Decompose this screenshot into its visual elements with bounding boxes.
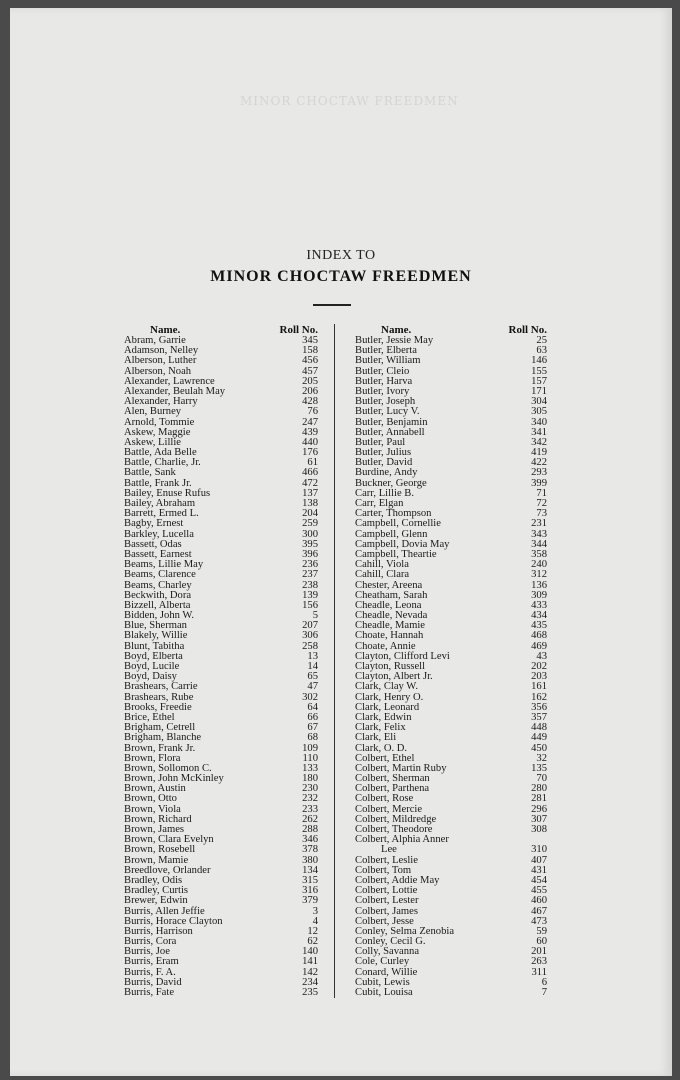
entry-name: Colbert, Tom (355, 864, 412, 876)
entry-name: Carr, Lillie B. (355, 487, 415, 499)
entry-roll-no: 7 (541, 987, 547, 998)
entry-name: Beams, Clarence (124, 569, 196, 581)
entry-roll-no: 345 (302, 335, 318, 346)
entry-roll-no: 448 (531, 722, 547, 734)
entry-roll-no: 457 (302, 365, 318, 377)
entry-roll-no: 357 (531, 711, 547, 723)
entry-roll-no: 346 (302, 834, 318, 846)
entry-roll-no: 65 (307, 671, 318, 683)
entry-name: Burdine, Andy (355, 467, 418, 479)
entry-roll-no: 155 (531, 365, 547, 377)
entry-roll-no: 109 (302, 742, 318, 754)
entry-name: Clark, Edwin (355, 711, 412, 723)
entry-name: Campbell, Dovia May (355, 538, 450, 550)
entry-roll-no: 304 (531, 396, 547, 408)
entry-name: Colbert, Addie May (355, 874, 440, 886)
entry-roll-no: 3 (312, 905, 318, 917)
index-entry (124, 988, 318, 998)
entry-name: Brashears, Carrie (124, 681, 198, 693)
entry-roll-no: 280 (531, 783, 547, 795)
entry-name: Clark, Eli (355, 732, 397, 744)
entry-name: Bassett, Odas (124, 538, 182, 550)
entry-name: Colbert, Theodore (355, 824, 433, 835)
title-index-to: INDEX TO (306, 248, 376, 263)
entry-name: Bidden, John W. (124, 610, 195, 622)
entry-name: Bradley, Odis (124, 874, 183, 886)
entry-roll-no: 235 (302, 987, 318, 998)
entry-roll-no: 204 (302, 508, 318, 520)
entry-roll-no: 5 (312, 610, 318, 622)
entry-name: Brice, Ethel (124, 711, 175, 723)
entry-roll-no: 378 (302, 844, 318, 856)
entry-roll-no: 230 (302, 783, 318, 795)
entry-name: Campbell, Cornellie (355, 518, 441, 530)
entry-name: Butler, Benjamin (355, 416, 428, 428)
index-column-left (124, 324, 318, 998)
entry-roll-no: 141 (302, 956, 318, 968)
entry-roll-no: 161 (531, 681, 547, 693)
entry-roll-no: 428 (302, 396, 318, 408)
entry-roll-no: 171 (531, 385, 547, 397)
entry-name: Burris, F. A. (124, 966, 176, 978)
entry-name: Bizzell, Alberta (124, 599, 191, 611)
entry-roll-no: 231 (531, 518, 547, 530)
entry-name: Butler, Julius (355, 447, 412, 459)
entry-name: Burris, Fate (124, 987, 175, 998)
entry-name: Alberson, Noah (124, 365, 192, 377)
entry-roll-no: 201 (531, 946, 547, 958)
entry-name: Colbert, Ethel (355, 752, 415, 764)
entry-name: Cheadle, Leona (355, 599, 422, 611)
entry-roll-no: 136 (531, 579, 547, 591)
entry-roll-no: 439 (302, 426, 318, 438)
entry-roll-no: 293 (531, 467, 547, 479)
entry-roll-no: 110 (302, 752, 318, 764)
entry-name: Burris, Eram (124, 956, 179, 968)
entry-roll-no: 64 (307, 701, 318, 713)
entry-roll-no: 162 (531, 691, 547, 703)
entry-roll-no: 343 (531, 528, 547, 540)
entry-roll-no: 300 (302, 528, 318, 540)
entry-roll-no: 305 (531, 406, 547, 418)
entry-name: Boyd, Elberta (124, 650, 183, 662)
entry-roll-no: 399 (531, 477, 547, 489)
entry-roll-no: 135 (531, 762, 547, 774)
entry-name: Askew, Lillie (124, 436, 181, 448)
entry-roll-no: 296 (531, 803, 547, 815)
entry-name: Butler, Ivory (355, 385, 410, 397)
entry-name: Colbert, Lottie (355, 885, 418, 897)
entry-roll-no: 440 (302, 436, 318, 448)
entry-roll-no: 176 (302, 447, 318, 459)
entry-name: Bailey, Enuse Rufus (124, 487, 211, 499)
entry-name: Blue, Sherman (124, 620, 187, 632)
entry-roll-no: 59 (536, 925, 547, 937)
entry-name: Boyd, Lucile (124, 661, 180, 672)
entry-name: Battle, Charlie, Jr. (124, 457, 201, 469)
index-entry (355, 896, 547, 906)
entry-roll-no: 434 (531, 610, 547, 622)
entry-name: Brown, Mamie (124, 854, 189, 866)
entry-name: Lee (381, 844, 397, 856)
entry-name: Cubit, Lewis (355, 976, 410, 988)
entry-name: Colbert, Martin Ruby (355, 762, 447, 774)
entry-name: Brown, Frank Jr. (124, 742, 196, 754)
entry-name: Colbert, Parthena (355, 783, 430, 795)
entry-roll-no: 76 (307, 406, 318, 418)
entry-name: Brigham, Cetrell (124, 722, 196, 734)
entry-name: Colbert, Leslie (355, 854, 418, 866)
entry-name: Brown, Flora (124, 752, 181, 764)
entry-name: Brown, Sollomon C. (124, 762, 212, 774)
entry-name: Choate, Hannah (355, 630, 424, 642)
entry-roll-no: 380 (302, 854, 318, 866)
entry-name: Breedlove, Orlander (124, 864, 211, 876)
entry-name: Butler, Lucy V. (355, 406, 420, 418)
entry-roll-no: 43 (536, 650, 547, 662)
entry-name: Barrett, Ermed L. (124, 508, 199, 520)
entry-name: Beckwith, Dora (124, 589, 192, 601)
entry-roll-no: 157 (531, 375, 547, 387)
entry-name: Bassett, Earnest (124, 548, 192, 560)
entry-roll-no: 422 (531, 457, 547, 469)
entry-roll-no: 435 (531, 620, 547, 632)
entry-name: Battle, Ada Belle (124, 447, 197, 459)
entry-name: Campbell, Glenn (355, 528, 428, 540)
entry-name: Butler, Joseph (355, 396, 416, 408)
entry-roll-no: 460 (531, 895, 547, 907)
entry-name: Colbert, Rose (355, 793, 414, 805)
entry-name: Brown, Austin (124, 783, 186, 795)
entry-roll-no: 342 (531, 436, 547, 448)
entry-roll-no: 142 (302, 966, 318, 978)
entry-roll-no: 47 (307, 681, 318, 693)
entry-name: Colly, Savanna (355, 946, 420, 958)
entry-name: Cheadle, Mamie (355, 620, 426, 632)
entry-roll-no: 158 (302, 345, 318, 357)
entry-roll-no: 309 (531, 589, 547, 601)
entry-name: Butler, Cleio (355, 365, 410, 377)
entry-name: Brooks, Freedie (124, 701, 192, 713)
entry-name: Colbert, James (355, 905, 418, 917)
entry-roll-no: 356 (531, 701, 547, 713)
entry-roll-no: 139 (302, 589, 318, 601)
entry-name: Alexander, Beulah May (124, 385, 226, 397)
entry-roll-no: 180 (302, 773, 318, 785)
entry-name: Choate, Annie (355, 640, 416, 652)
entry-name: Burris, Cora (124, 936, 177, 948)
entry-name: Burris, David (124, 976, 182, 988)
entry-roll-no: 455 (531, 885, 547, 897)
entry-roll-no: 311 (531, 966, 547, 978)
entry-roll-no: 263 (531, 956, 547, 968)
index-entry (124, 733, 318, 743)
entry-name: Campbell, Theartie (355, 548, 437, 560)
entry-name: Clayton, Clifford Levi (355, 650, 450, 662)
entry-name: Brown, Viola (124, 803, 181, 815)
index-entry (355, 407, 547, 417)
entry-roll-no: 72 (536, 498, 547, 509)
entry-roll-no: 207 (302, 620, 318, 632)
entry-roll-no: 6 (541, 976, 547, 988)
entry-name: Brown, James (124, 824, 185, 835)
entry-roll-no: 310 (531, 844, 547, 856)
entry-name: Conley, Cecil G. (355, 936, 426, 948)
entry-roll-no: 308 (531, 824, 547, 835)
entry-name: Alexander, Harry (124, 396, 198, 408)
entry-roll-no: 73 (536, 508, 547, 520)
entry-roll-no: 232 (302, 793, 318, 805)
header-name: Name. (150, 324, 181, 336)
entry-name: Butler, Annabell (355, 426, 425, 438)
column-divider (334, 324, 335, 998)
entry-name: Abram, Garrie (124, 335, 186, 346)
entry-name: Bailey, Abraham (124, 498, 196, 509)
entry-name: Brown, Richard (124, 813, 192, 825)
entry-name: Brown, Otto (124, 793, 177, 805)
entry-roll-no: 156 (302, 599, 318, 611)
entry-name: Cahill, Clara (355, 569, 410, 581)
entry-roll-no: 238 (302, 579, 318, 591)
entry-roll-no: 140 (302, 946, 318, 958)
entry-roll-no: 469 (531, 640, 547, 652)
entry-name: Burris, Horace Clayton (124, 915, 223, 927)
entry-roll-no: 206 (302, 385, 318, 397)
entry-roll-no: 62 (307, 936, 318, 948)
document-page (10, 8, 672, 1076)
entry-name: Butler, Harva (355, 375, 413, 387)
index-entry (355, 733, 547, 743)
entry-name: Bradley, Curtis (124, 885, 189, 897)
entry-name: Beams, Charley (124, 579, 192, 591)
entry-name: Butler, David (355, 457, 413, 469)
entry-roll-no: 66 (307, 711, 318, 723)
entry-name: Askew, Maggie (124, 426, 191, 438)
entry-roll-no: 133 (302, 762, 318, 774)
header-roll-no: Roll No. (279, 324, 318, 336)
entry-name: Brown, John McKinley (124, 773, 224, 785)
entry-name: Cheadle, Nevada (355, 610, 428, 622)
entry-roll-no: 71 (536, 487, 547, 499)
entry-roll-no: 61 (307, 457, 318, 469)
bleed-through-header: MINOR CHOCTAW FREEDMEN (240, 94, 459, 108)
entry-name: Cahill, Viola (355, 559, 409, 571)
entry-name: Beams, Lillie May (124, 559, 204, 571)
entry-roll-no: 240 (531, 559, 547, 571)
entry-name: Alberson, Luther (124, 355, 197, 367)
entry-roll-no: 344 (531, 538, 547, 550)
entry-name: Clayton, Russell (355, 661, 426, 672)
entry-roll-no: 281 (531, 793, 547, 805)
entry-name: Brown, Rosebell (124, 844, 196, 856)
entry-name: Butler, Jessie May (355, 335, 434, 346)
entry-roll-no: 316 (302, 885, 318, 897)
entry-roll-no: 472 (302, 477, 318, 489)
entry-roll-no: 467 (531, 905, 547, 917)
entry-name: Clark, Henry O. (355, 691, 424, 703)
index-entry (355, 988, 547, 998)
entry-roll-no: 358 (531, 548, 547, 560)
entry-name: Adamson, Nelley (124, 345, 199, 357)
entry-roll-no: 236 (302, 559, 318, 571)
entry-roll-no: 306 (302, 630, 318, 642)
index-entry (355, 570, 547, 580)
entry-roll-no: 32 (536, 752, 547, 764)
entry-name: Colbert, Lester (355, 895, 419, 907)
entry-roll-no: 288 (302, 824, 318, 835)
entry-roll-no: 13 (307, 650, 318, 662)
entry-roll-no: 456 (302, 355, 318, 367)
entry-roll-no: 60 (536, 936, 547, 948)
entry-name: Brewer, Edwin (124, 895, 188, 907)
entry-name: Blakely, Willie (124, 630, 188, 642)
entry-name: Conard, Willie (355, 966, 418, 978)
entry-name: Cubit, Louisa (355, 987, 413, 998)
entry-name: Chester, Areena (355, 579, 423, 591)
entry-roll-no: 379 (302, 895, 318, 907)
entry-name: Burris, Harrison (124, 925, 193, 937)
entry-roll-no: 258 (302, 640, 318, 652)
entry-name: Buckner, George (355, 477, 427, 489)
entry-name: Carter, Thompson (355, 508, 432, 520)
entry-roll-no: 4 (312, 915, 318, 927)
entry-name: Brown, Clara Evelyn (124, 834, 214, 846)
entry-name: Clark, Leonard (355, 701, 420, 713)
entry-roll-no: 340 (531, 416, 547, 428)
entry-name: Conley, Selma Zenobia (355, 925, 455, 937)
index-entry (124, 896, 318, 906)
entry-name: Cheatham, Sarah (355, 589, 428, 601)
title-rule (313, 304, 351, 306)
entry-roll-no: 205 (302, 375, 318, 387)
entry-roll-no: 407 (531, 854, 547, 866)
entry-roll-no: 137 (302, 487, 318, 499)
entry-roll-no: 259 (302, 518, 318, 530)
entry-roll-no: 67 (307, 722, 318, 734)
header-roll-no: Roll No. (508, 324, 547, 336)
entry-roll-no: 138 (302, 498, 318, 509)
entry-roll-no: 419 (531, 447, 547, 459)
entry-roll-no: 312 (531, 569, 547, 581)
entry-roll-no: 203 (531, 671, 547, 683)
entry-roll-no: 12 (307, 925, 318, 937)
entry-roll-no: 395 (302, 538, 318, 550)
entry-name: Cole, Curley (355, 956, 410, 968)
entry-roll-no: 237 (302, 569, 318, 581)
entry-roll-no: 234 (302, 976, 318, 988)
entry-name: Colbert, Jesse (355, 915, 414, 927)
entry-name: Battle, Frank Jr. (124, 477, 192, 489)
entry-name: Colbert, Mercie (355, 803, 423, 815)
entry-name: Clark, Clay W. (355, 681, 418, 693)
entry-roll-no: 68 (307, 732, 318, 744)
entry-roll-no: 262 (302, 813, 318, 825)
entry-roll-no: 14 (307, 661, 318, 672)
entry-roll-no: 146 (531, 355, 547, 367)
entry-name: Bagby, Ernest (124, 518, 184, 530)
entry-roll-no: 396 (302, 548, 318, 560)
header-name: Name. (381, 324, 412, 336)
entry-roll-no: 431 (531, 864, 547, 876)
entry-name: Brashears, Rube (124, 691, 194, 703)
entry-roll-no: 454 (531, 874, 547, 886)
entry-name: Battle, Sank (124, 467, 176, 479)
entry-name: Arnold, Tommie (124, 416, 195, 428)
entry-roll-no: 63 (536, 345, 547, 357)
title-minor-choctaw-freedmen: MINOR CHOCTAW FREEDMEN (210, 268, 472, 285)
entry-roll-no: 302 (302, 691, 318, 703)
entry-roll-no: 202 (531, 661, 547, 672)
entry-roll-no: 449 (531, 732, 547, 744)
entry-roll-no: 473 (531, 915, 547, 927)
index-column-right (355, 324, 547, 998)
entry-name: Alen, Burney (124, 406, 182, 418)
entry-name: Butler, Paul (355, 436, 406, 448)
entry-roll-no: 315 (302, 874, 318, 886)
entry-roll-no: 25 (536, 335, 547, 346)
entry-name: Clark, O. D. (355, 742, 408, 754)
entry-name: Colbert, Mildredge (355, 813, 437, 825)
entry-name: Boyd, Daisy (124, 671, 177, 683)
entry-name: Colbert, Alphia Anner (355, 834, 449, 846)
entry-roll-no: 134 (302, 864, 318, 876)
entry-name: Clayton, Albert Jr. (355, 671, 433, 683)
index-entry (124, 407, 318, 417)
entry-name: Burris, Allen Jeffie (124, 905, 205, 917)
entry-roll-no: 466 (302, 467, 318, 479)
entry-name: Colbert, Sherman (355, 773, 430, 785)
entry-roll-no: 233 (302, 803, 318, 815)
index-entry (124, 570, 318, 580)
entry-name: Burris, Joe (124, 946, 170, 958)
entry-roll-no: 341 (531, 426, 547, 438)
entry-name: Barkley, Lucella (124, 528, 194, 540)
entry-roll-no: 433 (531, 599, 547, 611)
entry-name: Alexander, Lawrence (124, 375, 215, 387)
entry-name: Clark, Felix (355, 722, 406, 734)
entry-name: Blunt, Tabitha (124, 640, 185, 652)
entry-roll-no: 307 (531, 813, 547, 825)
entry-roll-no: 247 (302, 416, 318, 428)
entry-roll-no: 468 (531, 630, 547, 642)
entry-name: Brigham, Blanche (124, 732, 202, 744)
entry-roll-no: 70 (536, 773, 547, 785)
entry-name: Butler, William (355, 355, 421, 367)
entry-name: Carr, Elgan (355, 498, 404, 509)
entry-roll-no: 450 (531, 742, 547, 754)
entry-name: Butler, Elberta (355, 345, 417, 357)
